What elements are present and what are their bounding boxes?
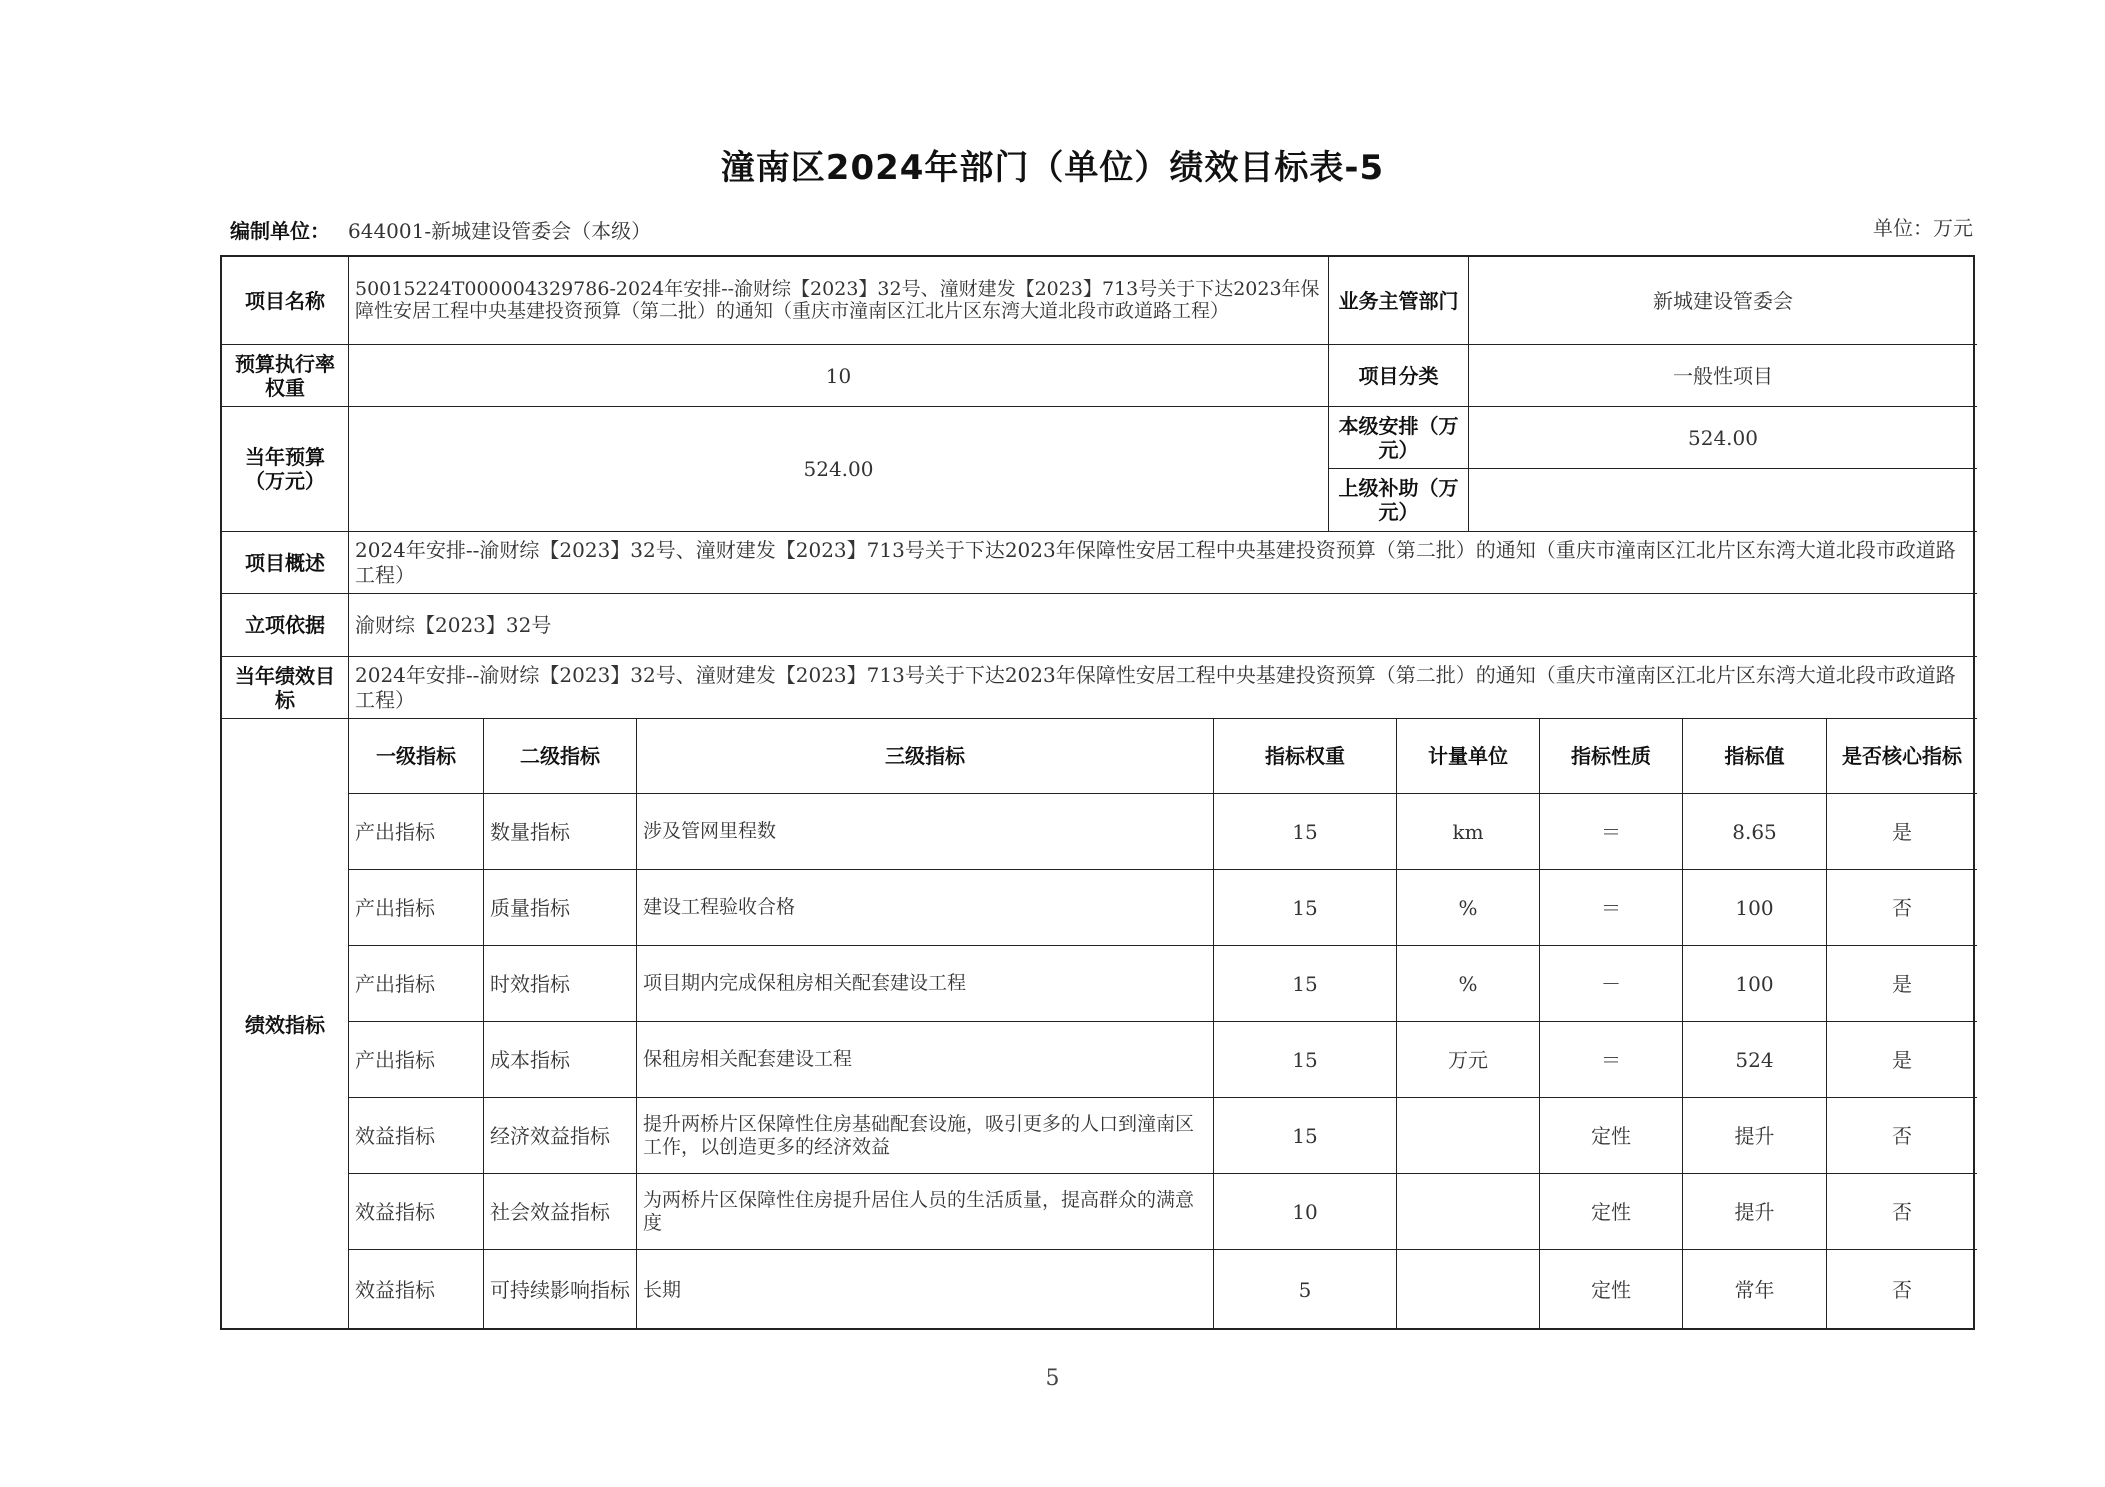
- currency-unit: 单位：万元: [1873, 216, 1973, 240]
- cell-value: 8.65: [1683, 794, 1827, 870]
- annual-budget-label: 当年预算（万元）: [222, 407, 349, 532]
- page-number: 5: [1045, 1366, 1060, 1391]
- cell-unit: [1397, 1174, 1540, 1250]
- cell-value: 524: [1683, 1022, 1827, 1098]
- compiling-unit-value: 644001-新城建设管委会（本级）: [348, 219, 652, 243]
- annual-goal-value: 2024年安排--渝财综【2023】32号、潼财建发【2023】713号关于下达2023年保障性安居工程中央基建投资预算（第二批）的通知（重庆市潼南区江北片区东湾大道北段市政道路工程）: [349, 657, 1977, 719]
- category-value: 一般性项目: [1469, 345, 1977, 407]
- cell-unit: %: [1397, 946, 1540, 1022]
- cell-level3: 提升两桥片区保障性住房基础配套设施，吸引更多的人口到潼南区工作，以创造更多的经济效益: [637, 1098, 1214, 1174]
- cell-value: 提升: [1683, 1098, 1827, 1174]
- cell-core: 是: [1827, 1022, 1977, 1098]
- cell-unit: [1397, 1098, 1540, 1174]
- cell-level1: 产出指标: [349, 794, 484, 870]
- basis-label: 立项依据: [222, 594, 349, 657]
- header-level3: 三级指标: [637, 719, 1214, 794]
- cell-level1: 产出指标: [349, 946, 484, 1022]
- cell-weight: 15: [1214, 1098, 1397, 1174]
- cell-weight: 15: [1214, 794, 1397, 870]
- superior-subsidy-value: [1469, 469, 1977, 532]
- header-level1: 一级指标: [349, 719, 484, 794]
- cell-level3: 项目期内完成保租房相关配套建设工程: [637, 946, 1214, 1022]
- project-name-label: 项目名称: [222, 257, 349, 345]
- header-core: 是否核心指标: [1827, 719, 1977, 794]
- cell-value: 常年: [1683, 1250, 1827, 1330]
- cell-nature: 定性: [1540, 1250, 1683, 1330]
- header-value: 指标值: [1683, 719, 1827, 794]
- cell-core: 否: [1827, 1098, 1977, 1174]
- cell-level1: 效益指标: [349, 1250, 484, 1330]
- dept-label: 业务主管部门: [1329, 257, 1469, 345]
- cell-level2: 经济效益指标: [484, 1098, 637, 1174]
- local-arrangement-label: 本级安排（万元）: [1329, 407, 1469, 469]
- cell-level2: 质量指标: [484, 870, 637, 946]
- cell-nature: 定性: [1540, 1174, 1683, 1250]
- cell-level1: 产出指标: [349, 870, 484, 946]
- project-name-value: 50015224T000004329786-2024年安排--渝财综【2023】32号、潼财建发【2023】713号关于下达2023年保障性安居工程中央基建投资预算（第二批）的通知（重庆市潼南区江北片区东湾大道北段市政道路工程）: [349, 257, 1329, 345]
- cell-nature: ＝: [1540, 1022, 1683, 1098]
- cell-level3: 建设工程验收合格: [637, 870, 1214, 946]
- performance-table: [220, 255, 1975, 1330]
- cell-unit: %: [1397, 870, 1540, 946]
- cell-weight: 15: [1214, 946, 1397, 1022]
- cell-weight: 15: [1214, 870, 1397, 946]
- header-unit: 计量单位: [1397, 719, 1540, 794]
- cell-level3: 为两桥片区保障性住房提升居住人员的生活质量，提高群众的满意度: [637, 1174, 1214, 1250]
- cell-level2: 可持续影响指标: [484, 1250, 637, 1330]
- cell-core: 是: [1827, 946, 1977, 1022]
- cell-value: 100: [1683, 946, 1827, 1022]
- overview-value: 2024年安排--渝财综【2023】32号、潼财建发【2023】713号关于下达2023年保障性安居工程中央基建投资预算（第二批）的通知（重庆市潼南区江北片区东湾大道北段市政道路工程）: [349, 532, 1977, 594]
- page-title: 潼南区2024年部门（单位）绩效目标表-5: [720, 148, 1385, 188]
- superior-subsidy-label: 上级补助（万元）: [1329, 469, 1469, 532]
- header-nature: 指标性质: [1540, 719, 1683, 794]
- header-level2: 二级指标: [484, 719, 637, 794]
- cell-core: 是: [1827, 794, 1977, 870]
- cell-core: 否: [1892, 1278, 1912, 1302]
- annual-goal-label: 当年绩效目标: [222, 657, 349, 719]
- cell-level3: 长期: [637, 1250, 1214, 1330]
- cell-level2: 时效指标: [484, 946, 637, 1022]
- cell-nature: ＝: [1540, 870, 1683, 946]
- cell-weight: 5: [1214, 1250, 1397, 1330]
- exec-rate-label: 预算执行率权重: [222, 345, 349, 407]
- annual-budget-value: 524.00: [349, 407, 1329, 532]
- cell-core: 否: [1827, 870, 1977, 946]
- cell-nature: 定性: [1540, 1098, 1683, 1174]
- cell-weight: 15: [1214, 1022, 1397, 1098]
- cell-unit: [1397, 1250, 1540, 1330]
- cell-value: 提升: [1683, 1174, 1827, 1250]
- overview-label: 项目概述: [222, 532, 349, 594]
- cell-value: 100: [1683, 870, 1827, 946]
- dept-value: 新城建设管委会: [1469, 257, 1977, 345]
- cell-level1: 产出指标: [349, 1022, 484, 1098]
- local-arrangement-value: 524.00: [1469, 407, 1977, 469]
- basis-value: 渝财综【2023】32号: [349, 594, 1977, 657]
- cell-level2: 数量指标: [484, 794, 637, 870]
- cell-nature: －: [1540, 946, 1683, 1022]
- compiling-unit-label: 编制单位：: [230, 219, 330, 243]
- compiling-unit: [230, 215, 651, 244]
- exec-rate-value: 10: [349, 345, 1329, 407]
- cell-nature: ＝: [1540, 794, 1683, 870]
- cell-level3: 保租房相关配套建设工程: [637, 1022, 1214, 1098]
- cell-level1: 效益指标: [349, 1174, 484, 1250]
- cell-unit: km: [1397, 794, 1540, 870]
- cell-unit: 万元: [1397, 1022, 1540, 1098]
- cell-level2: 社会效益指标: [484, 1174, 637, 1250]
- cell-level2: 成本指标: [484, 1022, 637, 1098]
- cell-core: 否: [1827, 1174, 1977, 1250]
- category-label: 项目分类: [1329, 345, 1469, 407]
- cell-level3: 涉及管网里程数: [637, 794, 1214, 870]
- indicators-section-label: 绩效指标: [222, 719, 349, 1330]
- header-weight: 指标权重: [1214, 719, 1397, 794]
- cell-weight: 10: [1214, 1174, 1397, 1250]
- cell-level1: 效益指标: [349, 1098, 484, 1174]
